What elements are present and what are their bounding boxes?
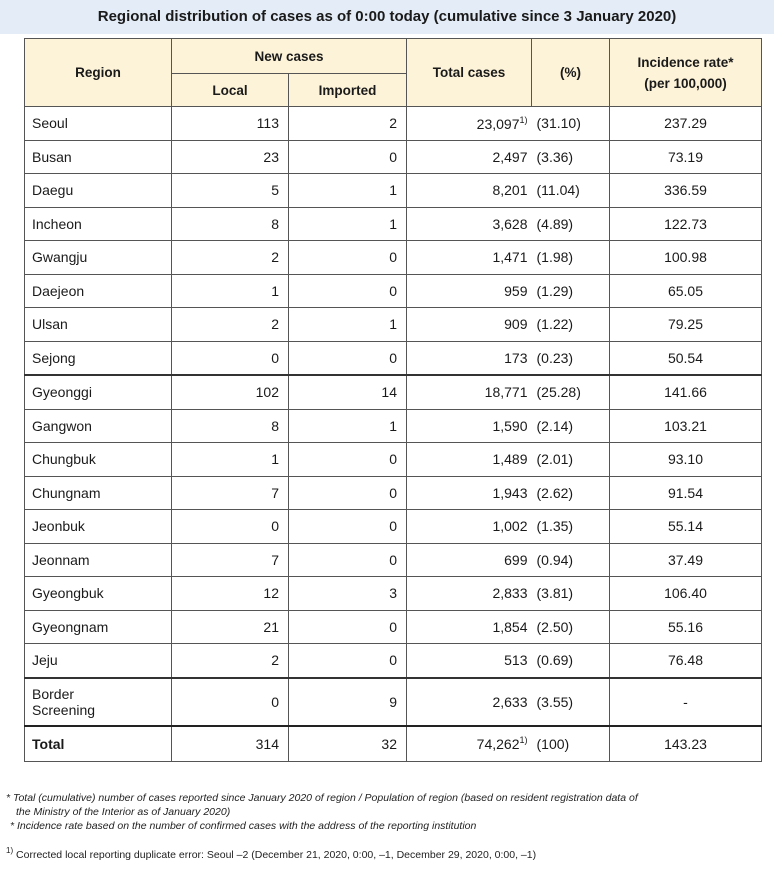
region-cell: Incheon — [25, 207, 172, 241]
incidence-cell: 73.19 — [610, 140, 762, 174]
imported-cell: 1 — [289, 409, 407, 443]
local-cell: 2 — [172, 241, 289, 275]
local-cell: 7 — [172, 543, 289, 577]
imported-cell: 1 — [289, 207, 407, 241]
page-title: Regional distribution of cases as of 0:00 today (cumulative since 3 January 2020) — [97, 8, 677, 25]
correction-mark: 1) — [6, 846, 14, 855]
imported-cell: 0 — [289, 610, 407, 644]
percent-cell: (31.10) — [532, 107, 610, 141]
incidence-cell: 100.98 — [610, 241, 762, 275]
total-cases-cell — [407, 476, 532, 510]
percent-cell: (0.69) — [532, 644, 610, 678]
imported-cell: 0 — [289, 443, 407, 477]
incidence-cell: 50.54 — [610, 341, 762, 375]
table-row — [25, 241, 762, 275]
region-cell: Jeonnam — [25, 543, 172, 577]
table-row — [25, 610, 762, 644]
local-cell: 0 — [172, 678, 289, 726]
header-incidence-line1: Incidence rate* — [637, 54, 734, 70]
total-cases-value: 959 — [504, 282, 528, 299]
correction-note — [6, 846, 768, 861]
total-cases-cell — [407, 341, 532, 375]
total-cases-cell — [407, 174, 532, 208]
region-cell: Seoul — [25, 107, 172, 141]
local-cell: 1 — [172, 274, 289, 308]
region-cell: Gyeongnam — [25, 610, 172, 644]
local-cell: 8 — [172, 409, 289, 443]
total-cases-cell — [407, 274, 532, 308]
incidence-cell: 65.05 — [610, 274, 762, 308]
imported-cell: 0 — [289, 341, 407, 375]
local-cell: 12 — [172, 577, 289, 611]
local-cell: 8 — [172, 207, 289, 241]
local-cell: 102 — [172, 375, 289, 409]
header-new-cases: New cases — [172, 39, 407, 74]
region-cell: Ulsan — [25, 308, 172, 342]
incidence-cell: 37.49 — [610, 543, 762, 577]
incidence-cell: 91.54 — [610, 476, 762, 510]
table-row — [25, 274, 762, 308]
region-cell: Jeju — [25, 644, 172, 678]
total-cases-cell — [407, 241, 532, 275]
local-cell: 7 — [172, 476, 289, 510]
total-cases-cell — [407, 107, 532, 141]
local-cell: 0 — [172, 510, 289, 544]
local-cell: 2 — [172, 644, 289, 678]
header-region: Region — [25, 39, 172, 107]
total-cases-value: 3,628 — [492, 215, 528, 232]
local-cell: 314 — [172, 726, 289, 762]
total-cases-value: 173 — [504, 349, 528, 366]
total-cases-value: 699 — [504, 551, 528, 568]
percent-cell: (0.94) — [532, 543, 610, 577]
total-cases-value: 1,943 — [492, 484, 528, 501]
region-line2: Screening — [32, 701, 96, 718]
incidence-cell: 103.21 — [610, 409, 762, 443]
table-row — [25, 207, 762, 241]
region-cell: Chungbuk — [25, 443, 172, 477]
percent-cell: (2.14) — [532, 409, 610, 443]
imported-cell: 0 — [289, 241, 407, 275]
incidence-cell: 141.66 — [610, 375, 762, 409]
table-row — [25, 543, 762, 577]
region-cell: Total — [25, 726, 172, 762]
percent-cell: (0.23) — [532, 341, 610, 375]
imported-cell: 0 — [289, 510, 407, 544]
percent-cell: (25.28) — [532, 375, 610, 409]
imported-cell: 3 — [289, 577, 407, 611]
percent-cell: (4.89) — [532, 207, 610, 241]
total-cases-value: 1,002 — [492, 518, 528, 535]
imported-cell: 9 — [289, 678, 407, 726]
header-total-cases: Total cases — [407, 39, 532, 107]
region-cell: Busan — [25, 140, 172, 174]
total-cases-cell — [407, 510, 532, 544]
total-cases-cell — [407, 409, 532, 443]
total-cases-cell — [407, 308, 532, 342]
imported-cell: 0 — [289, 274, 407, 308]
total-cases-cell — [407, 726, 532, 762]
local-cell: 2 — [172, 308, 289, 342]
total-cases-value: 2,633 — [492, 693, 528, 710]
region-cell: Chungnam — [25, 476, 172, 510]
imported-cell: 1 — [289, 308, 407, 342]
percent-cell: (1.98) — [532, 241, 610, 275]
percent-cell: (1.22) — [532, 308, 610, 342]
table-row — [25, 577, 762, 611]
percent-cell: (11.04) — [532, 174, 610, 208]
total-cases-value: 1,590 — [492, 417, 528, 434]
imported-cell: 32 — [289, 726, 407, 762]
total-cases-value: 74,262 — [476, 736, 520, 752]
table-row — [25, 107, 762, 141]
table-row — [25, 174, 762, 208]
total-cases-cell — [407, 375, 532, 409]
total-cases-cell — [407, 543, 532, 577]
total-cases-value: 2,833 — [492, 585, 528, 602]
table-row — [25, 375, 762, 409]
footnote-1a: * Total (cumulative) number of cases reported since January 2020 of region / Population of region (based on resident registration data of — [6, 792, 638, 804]
region-cell: Daegu — [25, 174, 172, 208]
incidence-cell: - — [610, 678, 762, 726]
total-cases-cell — [407, 140, 532, 174]
total-cases-value: 909 — [504, 316, 528, 333]
percent-cell: (100) — [532, 726, 610, 762]
region-cell: Gyeonggi — [25, 375, 172, 409]
table-row-border-screening — [25, 678, 762, 726]
incidence-cell: 106.40 — [610, 577, 762, 611]
footnote-mark: 1) — [519, 114, 528, 125]
footnote-1b: the Ministry of the Interior as of January 2020) — [16, 806, 231, 818]
table-row — [25, 476, 762, 510]
percent-cell: (3.55) — [532, 678, 610, 726]
region-cell: Jeonbuk — [25, 510, 172, 544]
percent-cell: (1.35) — [532, 510, 610, 544]
incidence-cell: 143.23 — [610, 726, 762, 762]
local-cell: 113 — [172, 107, 289, 141]
table-row — [25, 308, 762, 342]
total-cases-value: 18,771 — [484, 384, 528, 401]
local-cell: 23 — [172, 140, 289, 174]
imported-cell: 2 — [289, 107, 407, 141]
incidence-cell: 76.48 — [610, 644, 762, 678]
region-line1: Border — [32, 685, 75, 702]
percent-cell: (3.81) — [532, 577, 610, 611]
local-cell: 5 — [172, 174, 289, 208]
incidence-cell: 55.14 — [610, 510, 762, 544]
table-row — [25, 409, 762, 443]
total-cases-cell — [407, 443, 532, 477]
header-imported: Imported — [289, 74, 407, 107]
total-cases-cell — [407, 678, 532, 726]
total-cases-value: 1,471 — [492, 249, 528, 266]
table-row-total — [25, 726, 762, 762]
footnote-2: * Incidence rate based on the number of confirmed cases with the address of the reporting institution — [10, 820, 477, 832]
local-cell: 1 — [172, 443, 289, 477]
total-cases-value: 23,097 — [476, 115, 520, 132]
total-cases-cell — [407, 610, 532, 644]
footnote-mark: 1) — [519, 735, 528, 745]
region-cell: Sejong — [25, 341, 172, 375]
table-row — [25, 341, 762, 375]
total-cases-value: 8,201 — [492, 182, 528, 199]
imported-cell: 0 — [289, 140, 407, 174]
header-local: Local — [172, 74, 289, 107]
table-row — [25, 443, 762, 477]
total-cases-value: 513 — [504, 652, 528, 669]
region-cell: Gwangju — [25, 241, 172, 275]
percent-cell: (1.29) — [532, 274, 610, 308]
incidence-cell: 237.29 — [610, 107, 762, 141]
region-cell: Daejeon — [25, 274, 172, 308]
incidence-cell: 122.73 — [610, 207, 762, 241]
footnotes — [6, 791, 768, 833]
incidence-cell: 336.59 — [610, 174, 762, 208]
region-cell: Gyeongbuk — [25, 577, 172, 611]
incidence-cell: 79.25 — [610, 308, 762, 342]
total-cases-value: 1,854 — [492, 618, 528, 635]
header-percent: (%) — [532, 39, 610, 107]
table-body — [25, 107, 762, 762]
incidence-cell: 55.16 — [610, 610, 762, 644]
region-cell — [25, 678, 172, 726]
percent-cell: (2.62) — [532, 476, 610, 510]
local-cell: 21 — [172, 610, 289, 644]
incidence-cell: 93.10 — [610, 443, 762, 477]
imported-cell: 0 — [289, 543, 407, 577]
percent-cell: (2.01) — [532, 443, 610, 477]
total-cases-cell — [407, 207, 532, 241]
local-cell: 0 — [172, 341, 289, 375]
region-cell: Gangwon — [25, 409, 172, 443]
imported-cell: 1 — [289, 174, 407, 208]
total-cases-value: 2,497 — [492, 148, 528, 165]
imported-cell: 0 — [289, 644, 407, 678]
percent-cell: (2.50) — [532, 610, 610, 644]
header-incidence — [610, 39, 762, 107]
table-row — [25, 510, 762, 544]
imported-cell: 14 — [289, 375, 407, 409]
total-cases-value: 1,489 — [492, 451, 528, 468]
table-row — [25, 644, 762, 678]
header-incidence-line2: (per 100,000) — [644, 75, 727, 91]
total-cases-cell — [407, 644, 532, 678]
correction-text: Corrected local reporting duplicate error: Seoul –2 (December 21, 2020, 0:00, –1, December 29, 2020, 0:00, –1) — [16, 849, 537, 861]
table-row — [25, 140, 762, 174]
total-cases-cell — [407, 577, 532, 611]
imported-cell: 0 — [289, 476, 407, 510]
percent-cell: (3.36) — [532, 140, 610, 174]
regional-cases-table — [24, 38, 762, 762]
